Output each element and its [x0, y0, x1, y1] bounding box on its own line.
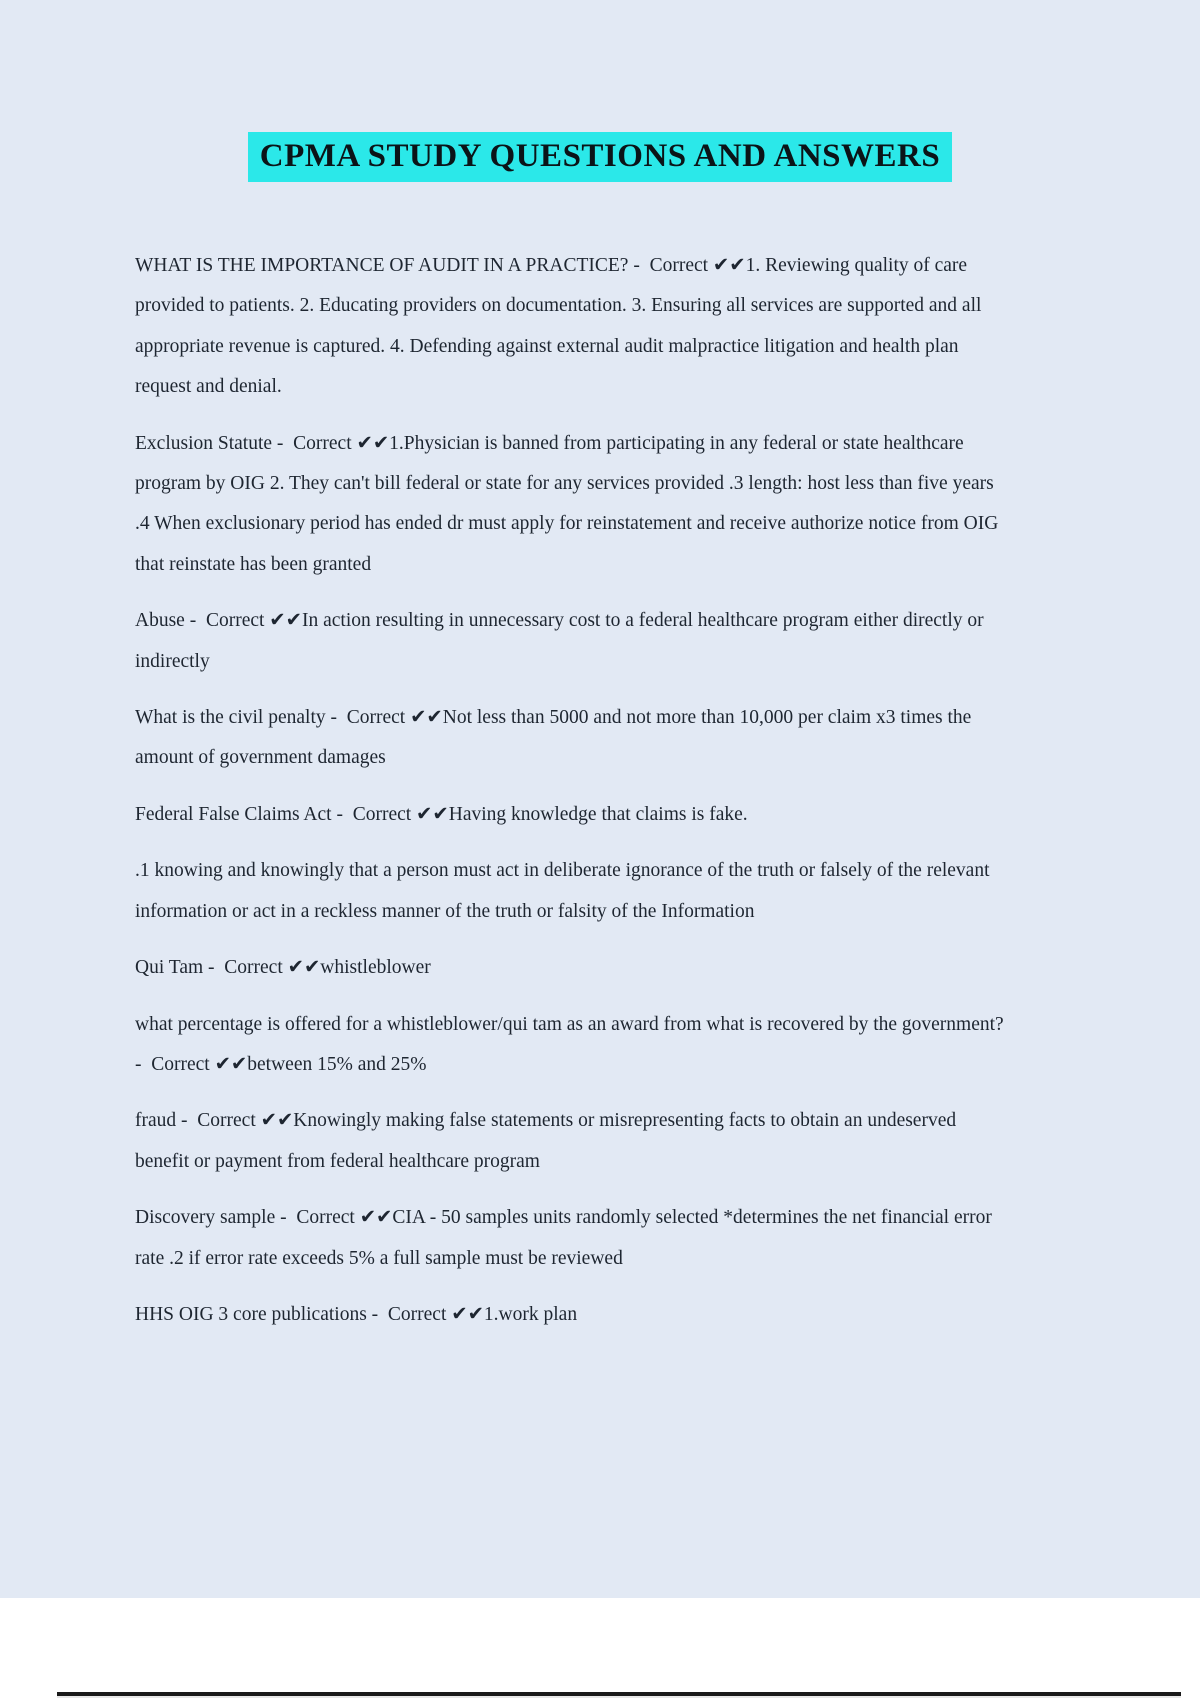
- qa-paragraph: what percentage is offered for a whistleblower/qui tam as an award from what is recovered by the government? - Correct ✔✔between 15% and 25%: [135, 1013, 1009, 1075]
- qa-paragraph: WHAT IS THE IMPORTANCE OF AUDIT IN A PRACTICE? - Correct ✔✔1. Reviewing quality of care provided to patients. 2. Educating providers on documentation. 3. Ensuring all services are supported and all appropriate revenue is captured. 4. Defending against external audit malpractice litigation and health plan request and denial.: [135, 255, 987, 398]
- qa-paragraph: HHS OIG 3 core publications - Correct ✔✔1.work plan: [135, 1303, 578, 1325]
- qa-paragraph: Qui Tam - Correct ✔✔whistleblower: [135, 957, 431, 979]
- qa-content: [135, 246, 1009, 1335]
- qa-paragraph: Abuse - Correct ✔✔In action resulting in unnecessary cost to a federal healthcare program either directly or indirectly: [135, 610, 989, 672]
- qa-paragraph: What is the civil penalty - Correct ✔✔Not less than 5000 and not more than 10,000 per claim x3 times the amount of government damages: [135, 707, 977, 769]
- qa-paragraph: fraud - Correct ✔✔Knowingly making false statements or misrepresenting facts to obtain an undeserved benefit or payment from federal healthcare program: [135, 1110, 961, 1172]
- qa-paragraph: Discovery sample - Correct ✔✔CIA - 50 samples units randomly selected *determines the net financial error rate .2 if error rate exceeds 5% a full sample must be reviewed: [135, 1207, 997, 1269]
- title-row: [0, 0, 1200, 182]
- page-title: CPMA STUDY QUESTIONS AND ANSWERS: [248, 132, 952, 182]
- page-bottom-separator: [57, 1692, 1181, 1698]
- qa-paragraph: .1 knowing and knowingly that a person must act in deliberate ignorance of the truth or falsely of the relevant information or act in a reckless manner of the truth or falsity of the Information: [135, 860, 995, 922]
- qa-paragraph: Exclusion Statute - Correct ✔✔1.Physician is banned from participating in any federal or state healthcare program by OIG 2. They can't bill federal or state for any services provided .3 length: host less than five years .4 When exclusionary period has ended dr must apply for reinstatement and receive authorize notice from OIG that reinstate has been granted: [135, 432, 1004, 575]
- qa-paragraph: Federal False Claims Act - Correct ✔✔Having knowledge that claims is fake.: [135, 803, 748, 825]
